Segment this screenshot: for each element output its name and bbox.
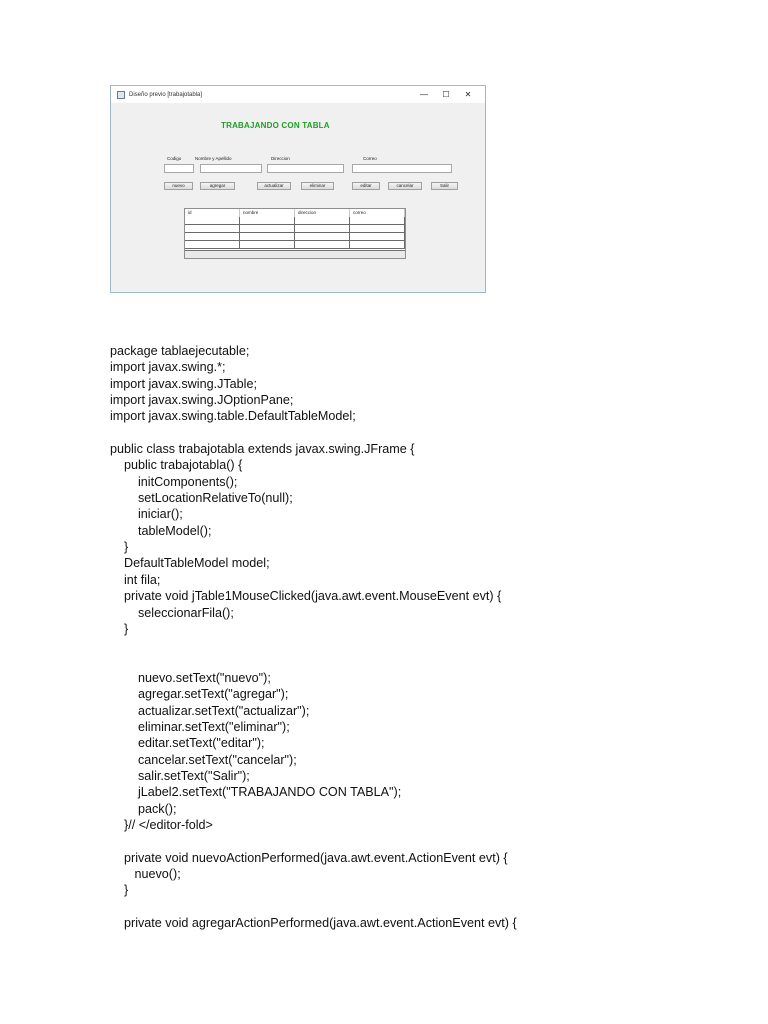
- label-direccion: Direccion: [271, 156, 290, 161]
- code-line: pack();: [110, 801, 177, 816]
- data-table[interactable]: [184, 208, 406, 259]
- salir-button[interactable]: Salir: [431, 182, 458, 190]
- window-controls: [413, 86, 479, 103]
- cancelar-button[interactable]: cancelar: [388, 182, 422, 190]
- code-line: [110, 833, 517, 849]
- column-direccion[interactable]: direccion: [295, 209, 350, 217]
- table-cell[interactable]: [295, 225, 350, 232]
- code-line: seleccionarFila();: [110, 605, 234, 620]
- code-line: }: [110, 883, 129, 898]
- actualizar-button[interactable]: actualizar: [257, 182, 291, 190]
- table-cell[interactable]: [295, 241, 350, 248]
- code-line: salir.setText("Salir");: [110, 768, 250, 783]
- code-line: import javax.swing.table.DefaultTableModel;: [110, 409, 356, 424]
- window-title: Diseño previo [trabajotabla]: [129, 91, 203, 98]
- code-line: import javax.swing.JOptionPane;: [110, 393, 294, 408]
- code-line: [110, 637, 517, 653]
- table-cell[interactable]: [240, 241, 295, 248]
- table-cell[interactable]: [185, 241, 240, 248]
- table-row[interactable]: [185, 217, 405, 225]
- nombre-input[interactable]: [200, 164, 262, 173]
- code-line: private void nuevoActionPerformed(java.awt.event.ActionEvent evt) {: [110, 850, 508, 865]
- column-correo[interactable]: correo: [350, 209, 405, 217]
- agregar-button[interactable]: agregar: [200, 182, 235, 190]
- code-line: }// </editor-fold>: [110, 817, 213, 832]
- correo-input[interactable]: [352, 164, 452, 173]
- code-line: tableModel();: [110, 523, 212, 538]
- label-correo: Correo: [363, 156, 377, 161]
- code-line: nuevo.setText("nuevo");: [110, 670, 271, 685]
- minimize-icon[interactable]: —: [420, 90, 428, 99]
- code-line: import javax.swing.JTable;: [110, 376, 257, 391]
- code-line: jLabel2.setText("TRABAJANDO CON TABLA");: [110, 785, 402, 800]
- table-cell[interactable]: [350, 233, 405, 240]
- table-cell[interactable]: [240, 233, 295, 240]
- code-line: import javax.swing.*;: [110, 360, 226, 375]
- code-listing: [110, 343, 517, 931]
- code-line: cancelar.setText("cancelar");: [110, 752, 297, 767]
- table-cell[interactable]: [295, 217, 350, 224]
- table-cell[interactable]: [350, 217, 405, 224]
- code-line: public class trabajotabla extends javax.swing.JFrame {: [110, 442, 415, 457]
- code-line: agregar.setText("agregar");: [110, 687, 289, 702]
- code-line: eliminar.setText("eliminar");: [110, 719, 290, 734]
- table-cell[interactable]: [240, 217, 295, 224]
- nuevo-button[interactable]: nuevo: [164, 182, 193, 190]
- close-icon[interactable]: ✕: [464, 90, 472, 99]
- table-row[interactable]: [185, 233, 405, 241]
- code-line: initComponents();: [110, 474, 238, 489]
- code-line: actualizar.setText("actualizar");: [110, 703, 310, 718]
- code-line: setLocationRelativeTo(null);: [110, 491, 293, 506]
- code-line: DefaultTableModel model;: [110, 556, 270, 571]
- window-heading: TRABAJANDO CON TABLA: [221, 121, 330, 130]
- table-cell[interactable]: [185, 233, 240, 240]
- code-line: private void jTable1MouseClicked(java.awt.event.MouseEvent evt) {: [110, 589, 502, 604]
- eliminar-button[interactable]: eliminar: [301, 182, 334, 190]
- table-cell[interactable]: [185, 225, 240, 232]
- table-row[interactable]: [185, 241, 405, 249]
- code-line: }: [110, 540, 129, 555]
- window-titlebar: [111, 86, 485, 103]
- table-cell[interactable]: [350, 225, 405, 232]
- label-nombre: Nombre y Apellido: [195, 156, 232, 161]
- maximize-icon[interactable]: ☐: [442, 90, 450, 99]
- table-row[interactable]: [185, 225, 405, 233]
- code-line: int fila;: [110, 572, 161, 587]
- code-line: package tablaejecutable;: [110, 344, 250, 358]
- code-line: [110, 899, 517, 915]
- column-nombre[interactable]: nombre: [240, 209, 295, 217]
- code-line: editar.setText("editar");: [110, 736, 265, 751]
- code-line: [110, 425, 517, 441]
- table-cell[interactable]: [350, 241, 405, 248]
- code-line: [110, 654, 517, 670]
- code-line: }: [110, 621, 129, 636]
- column-id[interactable]: id: [185, 209, 240, 217]
- editar-button[interactable]: editar: [352, 182, 380, 190]
- java-window-screenshot: [110, 85, 486, 293]
- code-line: nuevo();: [110, 867, 181, 881]
- code-line: private void agregarActionPerformed(java.awt.event.ActionEvent evt) {: [110, 916, 517, 931]
- direccion-input[interactable]: [267, 164, 344, 173]
- table-cell[interactable]: [295, 233, 350, 240]
- table-body: [185, 217, 405, 251]
- table-cell[interactable]: [240, 225, 295, 232]
- table-cell[interactable]: [185, 217, 240, 224]
- codigo-input[interactable]: [164, 164, 194, 173]
- app-icon: [117, 91, 125, 99]
- code-line: iniciar();: [110, 507, 183, 522]
- label-codigo: Codigo: [167, 156, 182, 161]
- code-line: public trabajotabla() {: [110, 458, 243, 473]
